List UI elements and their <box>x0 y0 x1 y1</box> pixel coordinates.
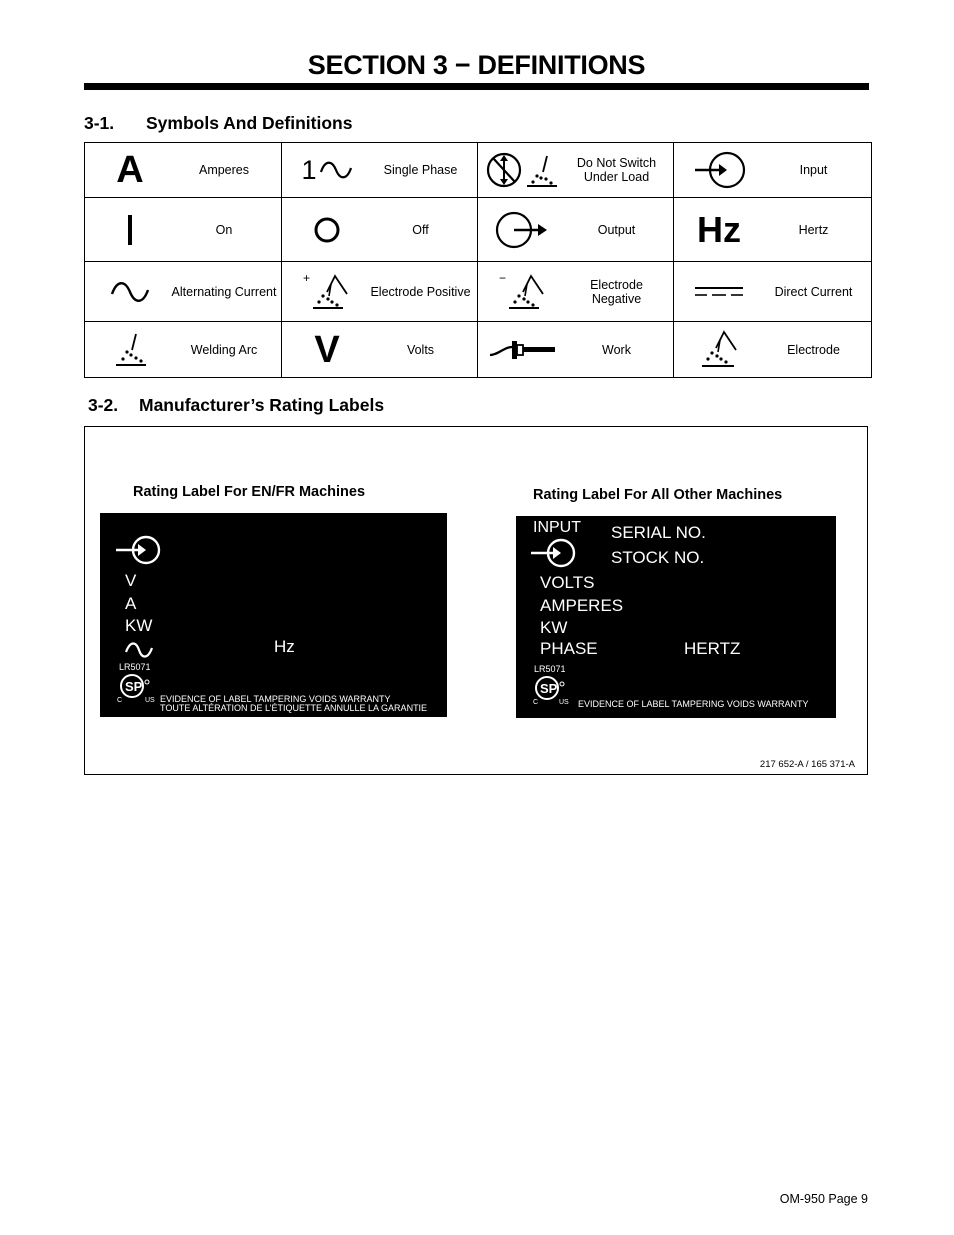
svg-text:−: − <box>499 270 507 285</box>
amperes-field: AMPERES <box>540 596 624 615</box>
page-footer: OM-950 Page 9 <box>779 1192 868 1206</box>
figure-number: 217 652-A / 165 371-A <box>759 759 855 770</box>
input-text: INPUT <box>533 519 581 536</box>
symbol-cell <box>85 262 282 322</box>
table-row <box>85 322 872 378</box>
symbol-cell <box>282 262 478 322</box>
table-row <box>85 198 872 262</box>
symbol-cell <box>85 198 282 262</box>
single-phase-icon: 1 <box>282 143 372 197</box>
symbol-cell <box>478 322 674 378</box>
symbol-label: Volts <box>406 342 435 357</box>
symbol-cell <box>674 198 872 262</box>
symbol-cell <box>85 322 282 378</box>
electrode-icon <box>674 322 764 377</box>
symbol-label: Off <box>412 222 429 237</box>
symbol-cell <box>85 143 282 198</box>
symbol-label: Electrode Negative <box>590 277 643 306</box>
symbol-label: Do Not Switch Under Load <box>576 156 657 184</box>
symbol-label: Output <box>597 222 636 237</box>
kw-field: KW <box>125 616 153 635</box>
section-title: Manufacturer’s Rating Labels <box>139 395 385 415</box>
symbol-label: On <box>215 222 233 237</box>
off-icon <box>282 198 372 261</box>
input-icon <box>114 533 162 567</box>
table-row <box>85 143 872 198</box>
other-rating-plate <box>516 516 836 718</box>
symbol-cell <box>478 143 674 198</box>
on-icon <box>85 198 175 261</box>
input-icon <box>529 536 577 570</box>
symbol-label: Alternating Current <box>171 284 277 299</box>
section-number: 3-2. <box>88 395 119 415</box>
symbol-label: Amperes <box>198 163 250 177</box>
us-mark: US <box>559 699 569 706</box>
do-not-switch-icon <box>478 143 568 197</box>
en-fr-rating-plate <box>100 513 447 717</box>
electrode-negative-icon <box>478 262 568 321</box>
output-icon <box>478 198 568 261</box>
welding-arc-icon <box>85 322 175 377</box>
symbol-label: Welding Arc <box>190 342 258 357</box>
symbol-cell <box>478 262 674 322</box>
phase-field: PHASE <box>540 639 598 658</box>
symbol-cell <box>282 322 478 378</box>
symbol-cell <box>674 262 872 322</box>
symbol-label: Electrode Positive <box>370 284 471 299</box>
hertz-field: Hz <box>274 637 295 656</box>
us-mark: US <box>145 697 155 704</box>
volts-field: V <box>125 571 137 590</box>
right-label-caption: Rating Label For All Other Machines <box>533 487 783 503</box>
symbol-cell <box>282 143 478 198</box>
symbol-cell <box>478 198 674 262</box>
work-icon <box>478 322 568 377</box>
serial-number-field: SERIAL NO. <box>611 523 706 542</box>
warning-en: EVIDENCE OF LABEL TAMPERING VOIDS WARRANTY <box>160 694 391 704</box>
symbol-label: Single Phase <box>383 163 458 177</box>
volts-field: VOLTS <box>540 573 595 592</box>
svg-text:+: + <box>303 270 311 285</box>
lr-number: LR5071 <box>534 664 566 674</box>
symbol-label: Input <box>799 163 828 177</box>
dc-icon <box>674 262 764 321</box>
section-title: Symbols And Definitions <box>146 113 353 133</box>
electrode-positive-icon <box>282 262 372 321</box>
symbol-label: Electrode <box>787 342 840 357</box>
warning-en: EVIDENCE OF LABEL TAMPERING VOIDS WARRANTY <box>578 699 809 709</box>
amperes-symbol: A <box>116 149 144 191</box>
title-rule <box>84 83 869 90</box>
hertz-field: HERTZ <box>684 639 741 658</box>
ac-icon <box>85 262 175 321</box>
symbol-label: Hertz <box>798 222 829 237</box>
hertz-symbol: Hz <box>697 208 741 250</box>
left-label-caption: Rating Label For EN/FR Machines <box>133 484 366 500</box>
symbol-cell <box>674 322 872 378</box>
section-number: 3-1. <box>84 113 115 133</box>
input-icon <box>674 143 764 197</box>
symbols-table <box>84 142 872 378</box>
section-heading-rating-labels <box>88 395 384 416</box>
warning-fr: TOUTE ALTÉRATION DE L’ÉTIQUETTE ANNULLE LA GARANTIE <box>160 703 428 713</box>
kw-field: KW <box>540 618 568 637</box>
c-mark: C <box>117 697 123 704</box>
page-title: SECTION 3 − DEFINITIONS <box>307 50 646 80</box>
section-heading-symbols <box>84 113 352 134</box>
symbol-cell <box>282 198 478 262</box>
amperes-field: A <box>125 594 137 613</box>
symbol-cell <box>674 143 872 198</box>
svg-text:SP: SP <box>540 681 558 696</box>
c-mark: C <box>533 699 539 706</box>
table-row <box>85 262 872 322</box>
rating-labels-figure <box>84 426 868 775</box>
stock-number-field: STOCK NO. <box>611 548 705 567</box>
symbol-label: Work <box>602 342 631 357</box>
ac-icon <box>124 640 154 660</box>
volts-symbol: V <box>314 328 340 371</box>
svg-text:SP: SP <box>125 679 143 694</box>
symbol-label: Direct Current <box>774 284 853 299</box>
lr-number: LR5071 <box>119 662 151 672</box>
